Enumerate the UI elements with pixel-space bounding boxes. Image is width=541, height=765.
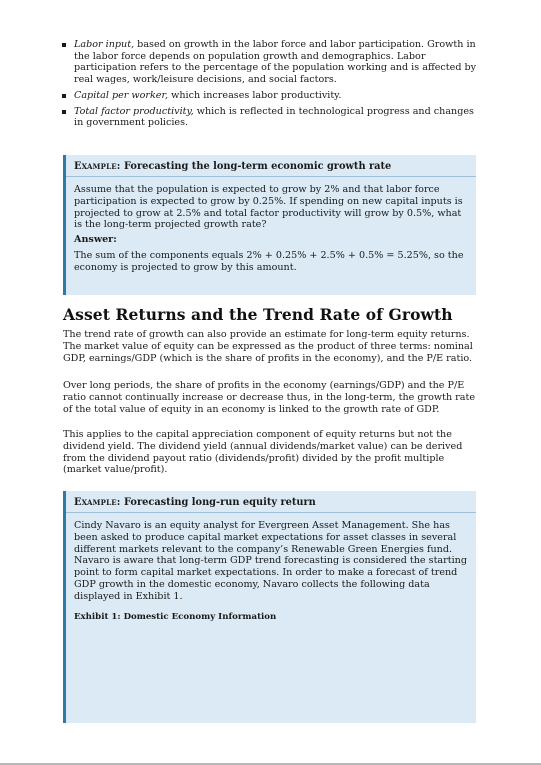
bullet-text: based on growth in the labor force and labor participation. Growth in the labor force depends on population growth and demographics. Labor participation refers to the percentage of the population working and is affected by real wages, work/leisure decisions, and social factors. — [74, 39, 477, 86]
answer-label: Answer: — [74, 234, 117, 246]
list-item — [60, 90, 478, 102]
body-paragraph: This applies to the capital appreciation component of equity returns but not the dividend yield. The dividend yield (annual dividends/market value) can be derived from the dividend payout ratio (dividends/profit) divided by the profit multiple (market value/profit). — [63, 429, 463, 476]
body-paragraph: The trend rate of growth can also provide an estimate for long-term equity returns. The market value of equity can be expressed as the product of three terms: nominal GDP, earnings/GDP (which is the share of profits in the economy), and the P/E ratio. — [63, 329, 473, 364]
bullet-term: Capital per worker, — [74, 89, 169, 101]
body-paragraph: Over long periods, the share of profits in the economy (earnings/GDP) and the P/E ratio cannot continually increase or decrease thus, in the long-term, the growth rate of the total value of equity in an economy is linked to the growth rate of GDP. — [63, 380, 476, 415]
bullet-term: Total factor productivity, — [74, 105, 194, 117]
list-item — [60, 39, 478, 86]
example-divider — [66, 176, 476, 177]
bullet-term: Labor input, — [74, 39, 135, 50]
list-item — [60, 106, 478, 129]
bullet-text: which increases labor productivity. — [168, 89, 342, 101]
example-title: Example: Forecasting the long-term economic growth rate — [74, 161, 392, 172]
example-divider — [66, 512, 476, 513]
example-box-equity-return — [63, 491, 476, 723]
example-box-growth-rate — [63, 155, 476, 295]
growth-factor-list — [60, 39, 478, 133]
example-body: Assume that the population is expected to grow by 2% and that labor force participation is expected to grow by 0.25%. If spending on new capital inputs is projected to grow at 2.5% and total factor productivity will grow by 0.5%, what is the long-term projected growth rate? — [74, 184, 463, 231]
section-heading: Asset Returns and the Trend Rate of Growth — [63, 305, 453, 324]
exhibit-title: Exhibit 1: Domestic Economy Information — [74, 611, 277, 622]
example-title: Example: Forecasting long-run equity return — [74, 497, 316, 508]
bullet-text: which is reflected in technological progress and changes in government policies. — [74, 105, 474, 129]
bullet-square-icon — [62, 110, 66, 114]
bullet-square-icon — [62, 43, 66, 47]
example-body: Cindy Navaro is an equity analyst for Evergreen Asset Management. She has been asked to produce capital market expectations for asset classes in several different markets relevant to the company’s Renewable Green Energies fund. Navaro is aware that long-term GDP trend forecasting is considered the starting point to form capital market expectations. In order to make a forecast of trend GDP growth in the domestic economy, Navaro collects the following data displayed in Exhibit 1. — [74, 520, 467, 602]
bullet-square-icon — [62, 94, 66, 98]
answer-text: The sum of the components equals 2% + 0.25% + 2.5% + 0.5% = 5.25%, so the economy is projected to grow by this amount. — [74, 249, 464, 273]
